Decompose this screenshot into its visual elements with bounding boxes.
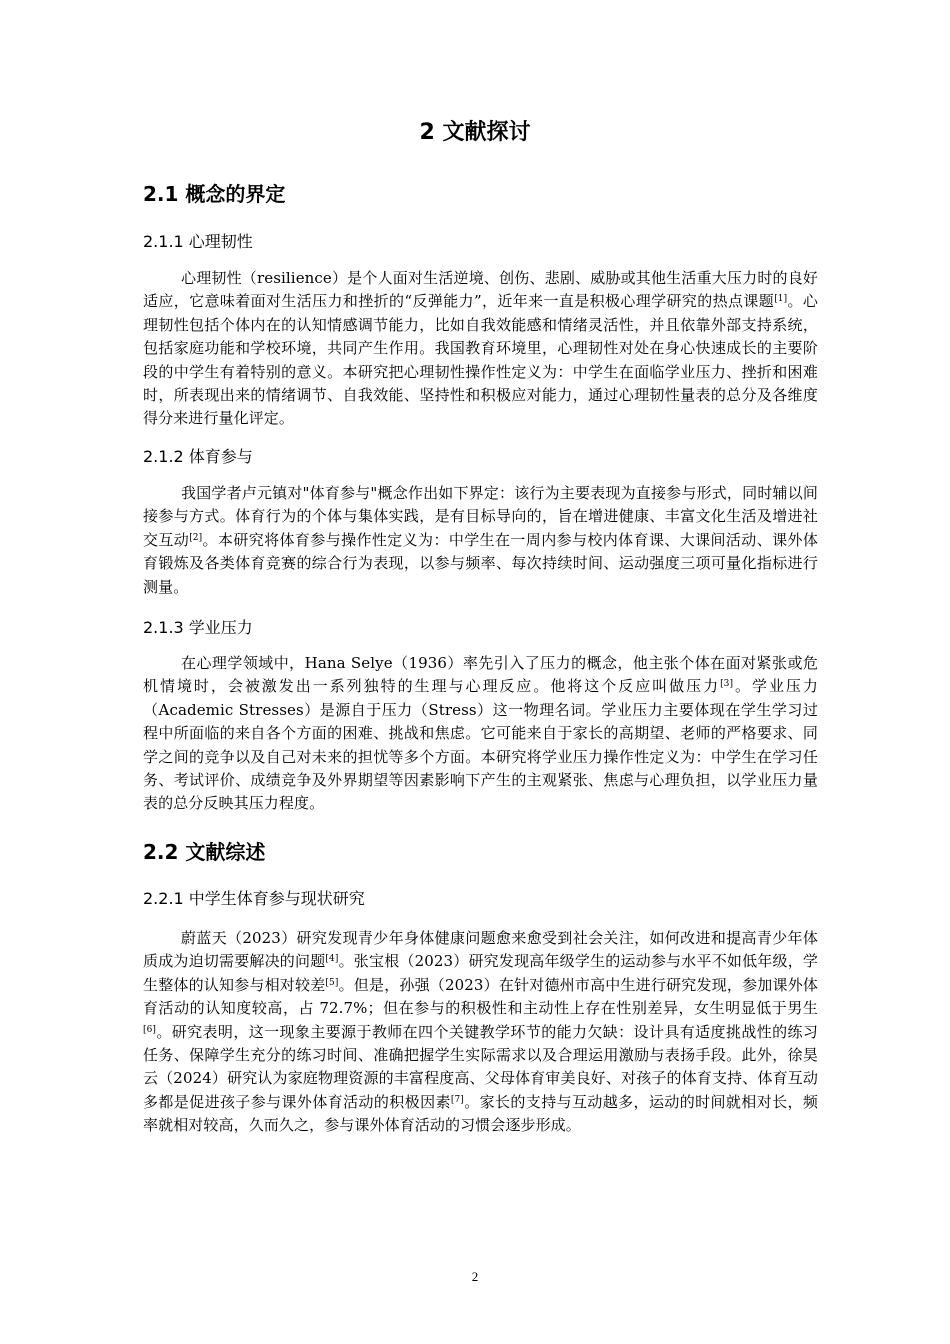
section-heading-2-1: 2.1 概念的界定 — [143, 182, 286, 206]
paragraph-text: 。本研究将体育参与操作性定义为：中学生在一周内参与校内体育课、大课间活动、课外体育锻炼及各类体育竞赛的综合行为表现，以参与频率、每次持续时间、运动强度三项可量化指标进行测量。 — [143, 530, 818, 596]
citation-2: [2] — [189, 532, 203, 543]
paragraph-text: 。研究表明，这一现象主要源于教师在四个关键教学环节的能力欠缺：设计具有适度挑战性的练习任务、保障学生充分的练习时间、准确把握学生实际需求以及合理运用激励与表扬手段。此外，徐昊云（2024）研究认为家庭物理资源的丰富程度高、父母体育审美良好、对孩子的体育支持、体育互动多都是促进孩子参与课外体育活动的积极因素 — [143, 1022, 818, 1111]
citation-1: [1] — [774, 294, 788, 305]
chapter-title: 2 文献探讨 — [419, 120, 531, 145]
subsection-heading-2-2-1: 2.2.1 中学生体育参与现状研究 — [143, 889, 365, 908]
paragraph-sports-status-research — [143, 927, 818, 1138]
subsection-heading-2-1-1: 2.1.1 心理韧性 — [143, 232, 253, 251]
citation-4: [4] — [325, 954, 339, 965]
paragraph-text: 心理韧性（resilience）是个人面对生活逆境、创伤、悲剧、威胁或其他生活重大压力时的良好适应，它意味着面对生活压力和挫折的“反弹能力”，近年来一直是积极心理学研究的热点课题 — [143, 269, 818, 311]
paragraph-text: 我国学者卢元镇对"体育参与"概念作出如下界定：该行为主要表现为直接参与形式，同时辅以间接参与方式。体育行为的个体与集体实践，是有目标导向的，旨在增进健康、丰富文化生活及增进社交互动 — [143, 484, 818, 549]
citation-5: [5] — [325, 977, 339, 988]
paragraph-text: 。学业压力（Academic Stresses）是源自于压力（Stress）这一物理名词。学业压力主要体现在学生学习过程中所面临的来自各个方面的困难、挑战和焦虑。它可能来自于家长的高期望、老师的严格要求、同学之间的竞争以及自己对未来的担忧等多个方面。本研究将学业压力操作性定义为：中学生在学习任务、考试评价、成绩竞争及外界期望等因素影响下产生的主观紧张、焦虑与心理负担，以学业压力量表的总分反映其压力程度。 — [143, 677, 818, 813]
paragraph-text: 。心理韧性包括个体内在的认知情感调节能力，比如自我效能感和情绪灵活性，并且依靠外部支持系统，包括家庭功能和学校环境，共同产生作用。我国教育环境里，心理韧性对处在身心快速成长的主要阶段的中学生有着特别的意义。本研究把心理韧性操作性定义为：中学生在面临学业压力、挫折和困难时，所表现出来的情绪调节、自我效能、坚持性和积极应对能力，通过心理韧性量表的总分及各维度得分来进行量化评定。 — [143, 292, 819, 428]
subsection-heading-2-1-3: 2.1.3 学业压力 — [143, 618, 253, 637]
subsection-heading-2-1-2: 2.1.2 体育参与 — [143, 447, 253, 466]
citation-6: [6] — [143, 1024, 157, 1035]
paragraph-text: 。张宝根（2023）研究发现高年级学生的运动参与水平不如低年级，学生整体的认知参与相对较差 — [143, 952, 818, 994]
paragraph-academic-stress — [143, 652, 818, 816]
paragraph-sports-participation — [143, 482, 818, 599]
citation-7: [7] — [450, 1094, 464, 1105]
page-number: 2 — [471, 1269, 479, 1284]
citation-3: [3] — [720, 679, 734, 690]
paragraph-text: 。家长的支持与互动越多，运动的时间就相对长，频率就相对较高，久而久之，参与课外体育活动的习惯会逐步形成。 — [143, 1092, 818, 1135]
paragraph-text: 。但是，孙强（2023）在针对德州市高中生进行研究发现，参加课外体育活动的认知度较高，占 72.7%；但在参与的积极性和主动性上存在性别差异，女生明显低于男生 — [143, 975, 818, 1018]
paragraph-text: 在心理学领域中，Hana Selye（1936）率先引入了压力的概念，他主张个体在面对紧张或危机情境时，会被激发出一系列独特的生理与心理反应。他将这个反应叫做压力 — [143, 654, 818, 696]
section-heading-2-2: 2.2 文献综述 — [143, 840, 266, 864]
paragraph-resilience — [143, 267, 818, 431]
paragraph-text: 蔚蓝天（2023）研究发现青少年身体健康问题愈来愈受到社会关注，如何改进和提高青少年体质成为迫切需要解决的问题 — [143, 929, 818, 971]
